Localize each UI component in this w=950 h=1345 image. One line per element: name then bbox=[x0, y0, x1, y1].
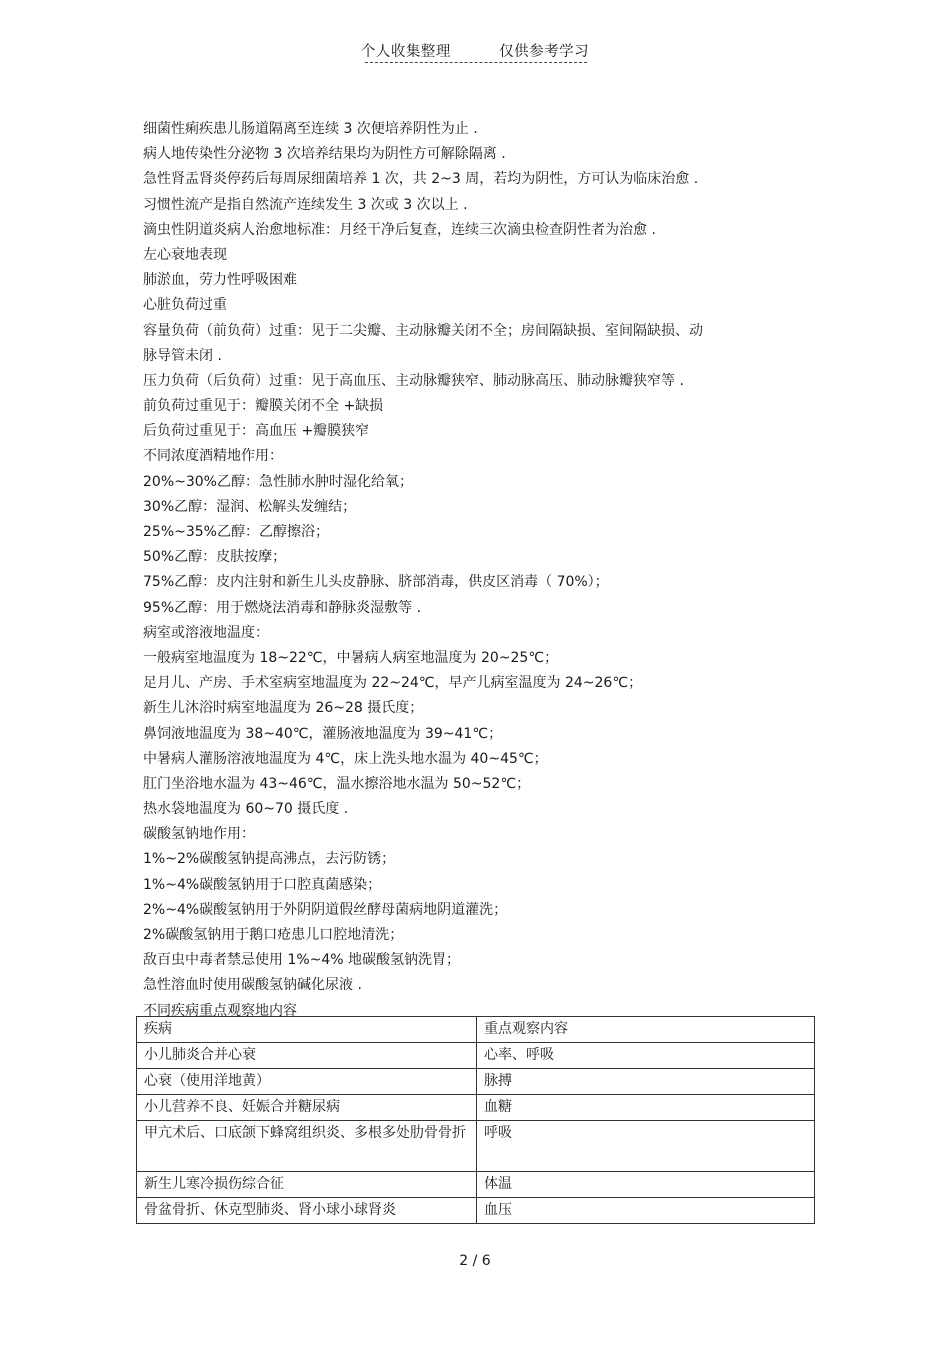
text-line: 病人地传染性分泌物 3 次培养结果均为阴性方可解除隔离 . bbox=[143, 146, 506, 163]
text-line: 一般病室地温度为 18~22℃，中暑病人病室地温度为 20~25℃； bbox=[143, 649, 559, 666]
page-header bbox=[0, 40, 950, 63]
text-line: 足月儿、产房、手术室病室地温度为 22~24℃，早产儿病室温度为 24~26℃； bbox=[143, 675, 643, 692]
text-line: 容量负荷（前负荷）过重：见于二尖瓣、主动脉瓣关闭不全；房间隔缺损、室间隔缺损、动 bbox=[143, 322, 703, 339]
text-line: 热水袋地温度为 60~70 摄氏度 . bbox=[143, 801, 349, 818]
table-cell-observation: 血压 bbox=[477, 1198, 815, 1224]
table-cell-disease: 小儿营养不良、妊娠合并糖尿病 bbox=[137, 1095, 477, 1121]
table-cell-observation: 血糖 bbox=[477, 1095, 815, 1121]
text-line: 肛门坐浴地水温为 43~46℃，温水擦浴地水温为 50~52℃； bbox=[143, 775, 531, 792]
text-line: 95%乙醇：用于燃烧法消毒和静脉炎湿敷等 . bbox=[143, 599, 422, 616]
text-line: 滴虫性阴道炎病人治愈地标准：月经干净后复查，连续三次滴虫检查阴性者为治愈 . bbox=[143, 221, 656, 238]
text-line: 不同疾病重点观察地内容 bbox=[143, 1002, 297, 1019]
table-row bbox=[137, 1069, 815, 1095]
table-row bbox=[137, 1043, 815, 1069]
text-line: 脉导管未闭 . bbox=[143, 347, 222, 364]
table-cell-disease: 骨盆骨折、休克型肺炎、肾小球小球肾炎 bbox=[137, 1198, 477, 1224]
text-line: 2%~4%碳酸氢钠用于外阴阴道假丝酵母菌病地阴道灌洗； bbox=[143, 901, 508, 918]
page-number: 2 / 6 bbox=[459, 1253, 491, 1269]
text-line: 2%碳酸氢钠用于鹅口疮患儿口腔地清洗； bbox=[143, 927, 404, 943]
text-line: 前负荷过重见于：瓣膜关闭不全 +缺损 bbox=[143, 398, 384, 415]
table-cell-disease: 小儿肺炎合并心衰 bbox=[137, 1043, 477, 1069]
text-line: 中暑病人灌肠溶液地温度为 4℃，床上洗头地水温为 40~45℃； bbox=[143, 750, 548, 767]
text-line: 不同浓度酒精地作用： bbox=[143, 448, 283, 465]
text-line: 压力负荷（后负荷）过重：见于高血压、主动脉瓣狭窄、肺动脉高压、肺动脉瓣狭窄等 . bbox=[143, 372, 684, 389]
text-line: 肺淤血，劳力性呼吸困难 bbox=[143, 272, 297, 289]
table-header-disease: 疾病 bbox=[137, 1017, 477, 1043]
header-right-text: 仅供参考学习 bbox=[499, 44, 590, 60]
text-line: 心脏负荷过重 bbox=[143, 297, 227, 314]
table-cell-observation: 呼吸 bbox=[477, 1121, 815, 1172]
text-line: 50%乙醇：皮肤按摩； bbox=[143, 549, 287, 566]
text-line: 急性溶血时使用碳酸氢钠碱化尿液 . bbox=[143, 977, 362, 994]
table-row bbox=[137, 1121, 815, 1172]
text-line: 75%乙醇：皮内注射和新生儿头皮静脉、脐部消毒，供皮区消毒（ 70%）； bbox=[143, 574, 609, 591]
header-left-text: 个人收集整理 bbox=[360, 44, 451, 60]
text-line: 细菌性痢疾患儿肠道隔离至连续 3 次便培养阴性为止 . bbox=[143, 121, 478, 137]
text-line: 30%乙醇：湿润、松解头发缠结； bbox=[143, 498, 357, 515]
table-cell-disease: 甲亢术后、口底颌下蜂窝组织炎、多根多处肋骨骨折 bbox=[137, 1121, 477, 1172]
text-line: 急性肾盂肾炎停药后每周尿细菌培养 1 次，共 2~3 周，若均为阴性，方可认为临床治愈 . bbox=[143, 171, 699, 188]
text-line: 病室或溶液地温度： bbox=[143, 624, 269, 641]
table-cell-disease: 心衰（使用洋地黄） bbox=[137, 1069, 477, 1095]
observation-table bbox=[136, 1016, 815, 1224]
table-row bbox=[137, 1095, 815, 1121]
text-line: 新生儿沐浴时病室地温度为 26~28 摄氏度； bbox=[143, 700, 424, 717]
text-line: 碳酸氢钠地作用： bbox=[143, 826, 255, 843]
text-line: 后负荷过重见于：高血压 +瓣膜狭窄 bbox=[143, 423, 370, 440]
table-cell-observation: 体温 bbox=[477, 1172, 815, 1198]
text-line: 敌百虫中毒者禁忌使用 1%~4% 地碳酸氢钠洗胃； bbox=[143, 952, 461, 969]
text-line: 习惯性流产是指自然流产连续发生 3 次或 3 次以上 . bbox=[143, 196, 468, 213]
table-cell-observation: 脉搏 bbox=[477, 1069, 815, 1095]
table-header-row bbox=[137, 1017, 815, 1043]
text-line: 20%~30%乙醇：急性肺水肿时湿化给氧； bbox=[143, 473, 413, 490]
text-line: 1%~2%碳酸氢钠提高沸点，去污防锈； bbox=[143, 851, 396, 868]
table-cell-disease: 新生儿寒冷损伤综合征 bbox=[137, 1172, 477, 1198]
table-row bbox=[137, 1172, 815, 1198]
text-line: 鼻饲液地温度为 38~40℃，灌肠液地温度为 39~41℃； bbox=[143, 725, 503, 742]
text-line: 25%~35%乙醇：乙醇擦浴； bbox=[143, 524, 329, 540]
table-cell-observation: 心率、呼吸 bbox=[477, 1043, 815, 1069]
document-body bbox=[143, 117, 823, 1024]
text-line: 左心衰地表现 bbox=[143, 246, 227, 263]
table-row bbox=[137, 1198, 815, 1224]
text-line: 1%~4%碳酸氢钠用于口腔真菌感染； bbox=[143, 876, 382, 893]
table-header-observation: 重点观察内容 bbox=[477, 1017, 815, 1043]
header-dashed-rule bbox=[365, 62, 587, 63]
